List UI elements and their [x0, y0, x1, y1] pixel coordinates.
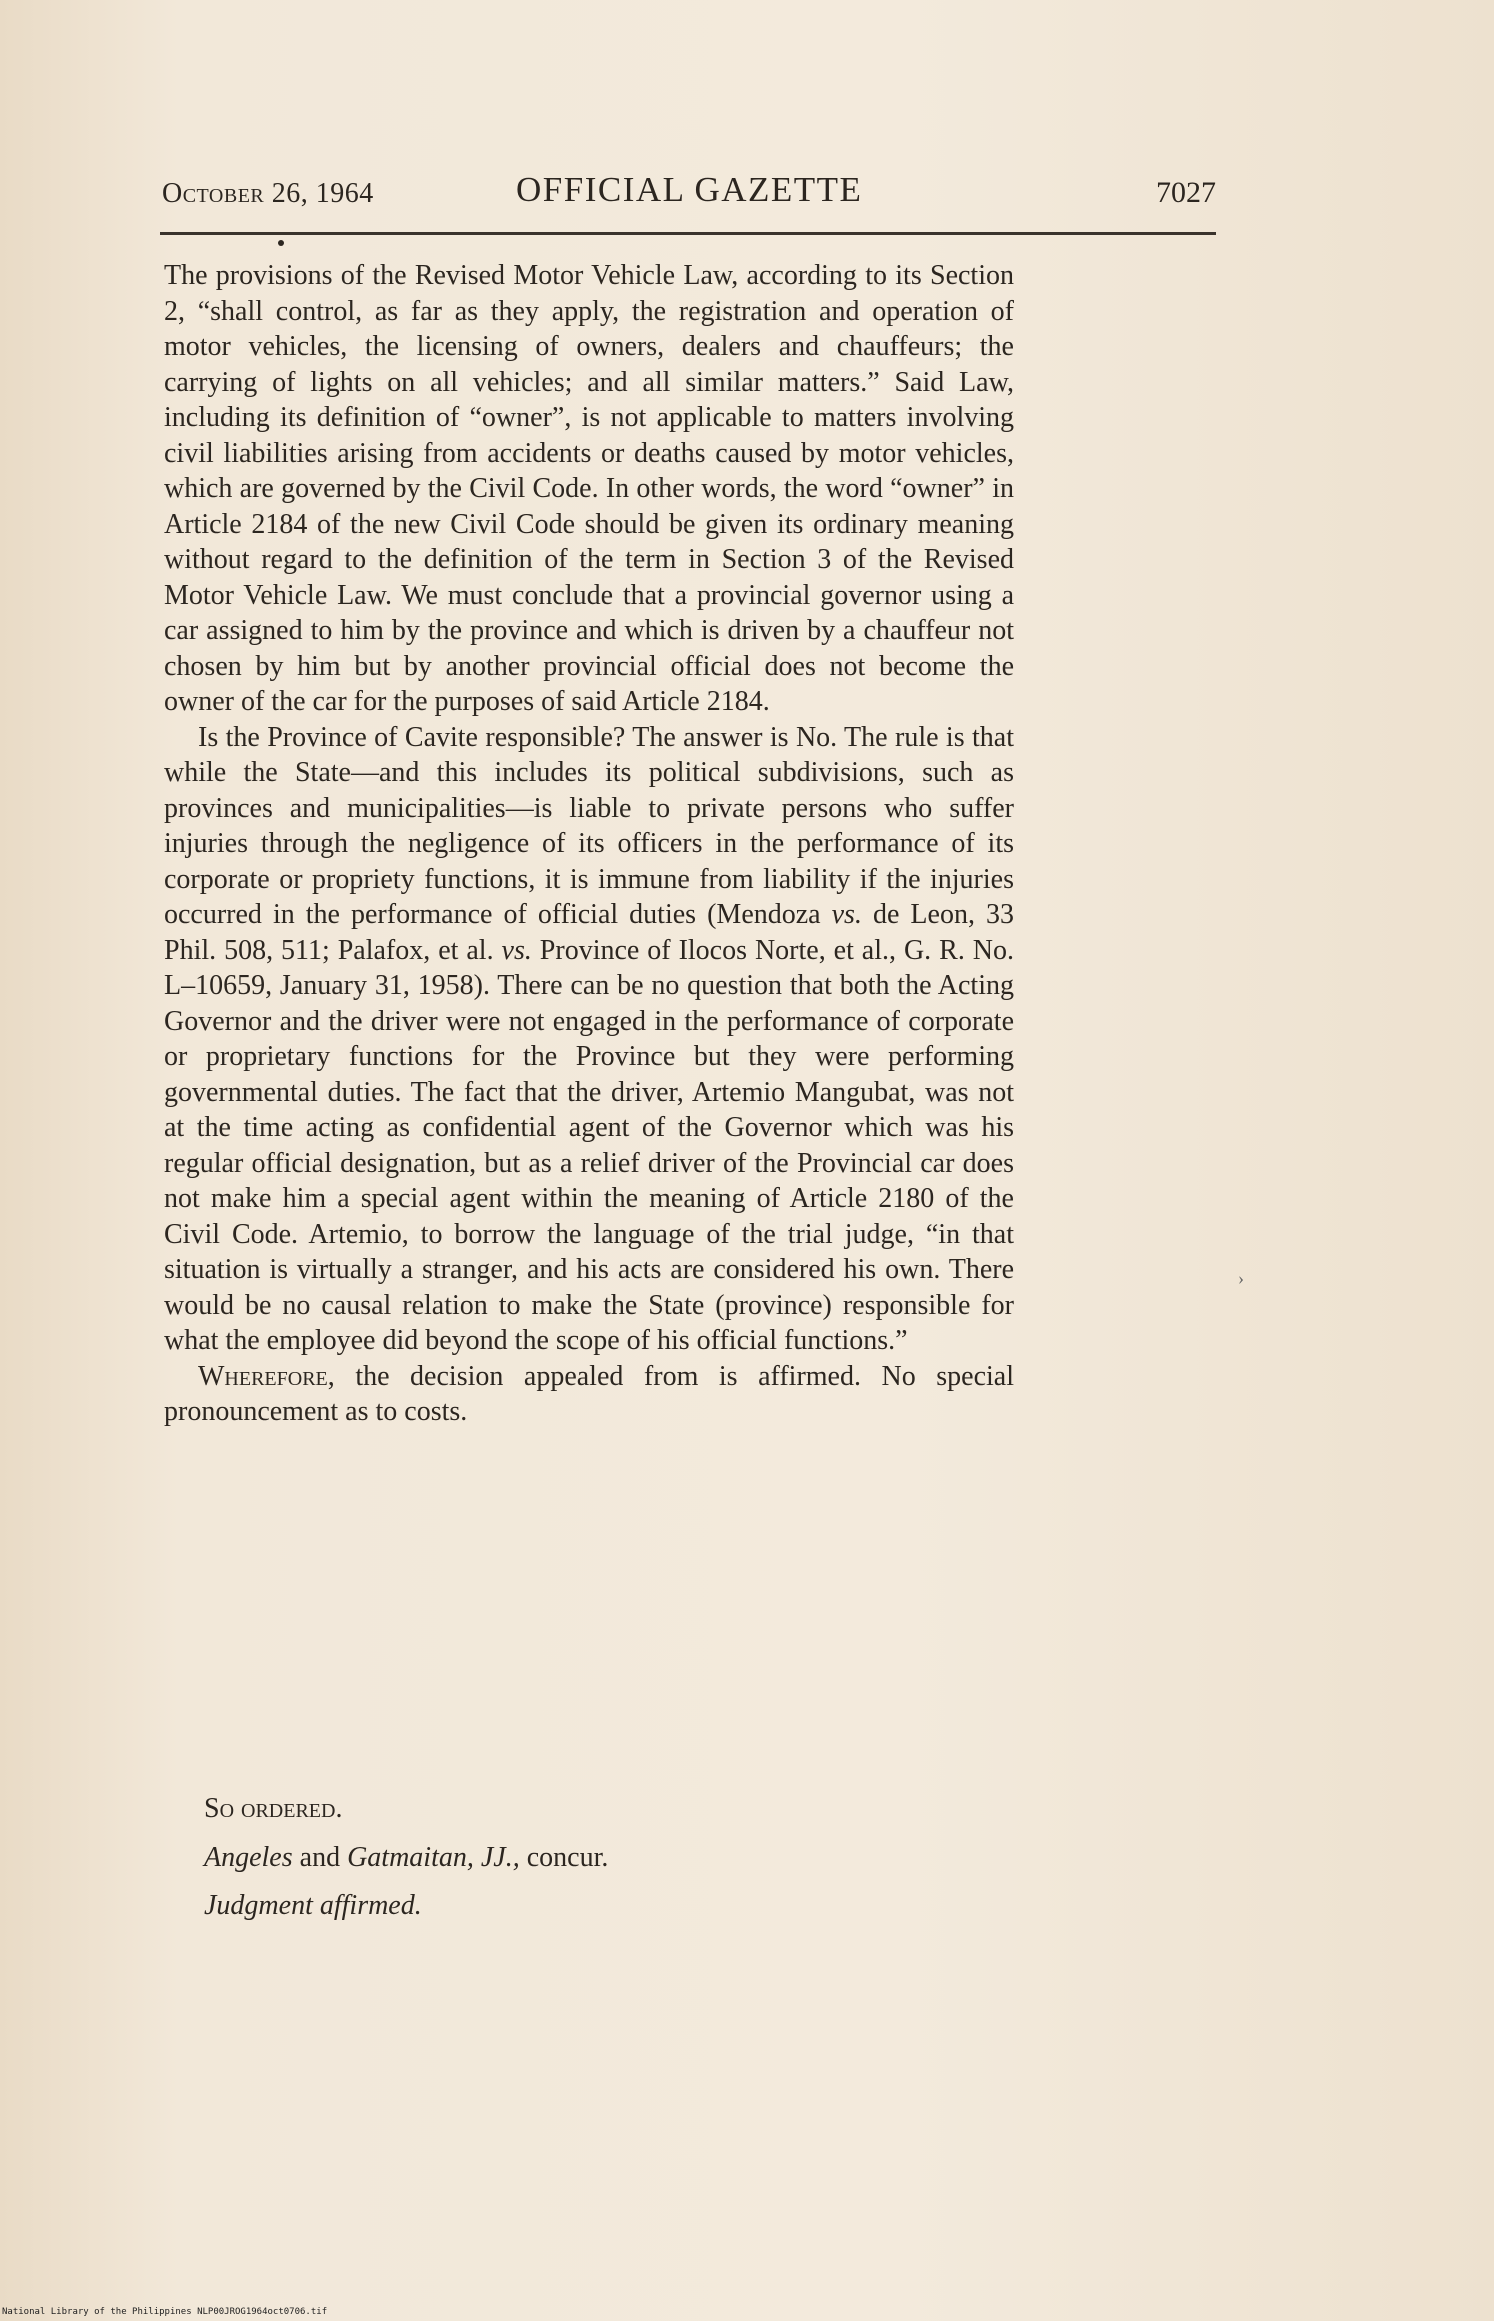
paragraph-1: The provisions of the Revised Motor Vehicle Law, according to its Section 2, “shall control, as far as they apply, the registration and operation of motor vehicles, the licensing of owners, dealers and chauffeurs; the carrying of lights on all vehicles; and all similar matters.” Said Law, including its definition of “owner”, is not applicable to matters involving civil liabilities arising from accidents or deaths caused by motor vehicles, which are governed by the Civil Code. In other words, the word “owner” in Article 2184 of the new Civil Code should be given its ordinary meaning without regard to the definition of the term in Section 3 of the Revised Motor Vehicle Law. We must conclude that a provincial governor using a car assigned to him by the province and which is driven by a chauffeur not chosen by him but by another provincial official does not become the owner of the car for the purposes of said Article 2184. — [164, 260, 1014, 717]
so-ordered-text: So ordered. — [204, 1793, 343, 1824]
header-rule — [160, 232, 1216, 235]
header-date: October 26, 1964 — [162, 178, 374, 209]
paragraph-3 — [164, 1359, 1014, 1430]
judge-gatmaitan: Gatmaitan, JJ., — [347, 1842, 520, 1873]
judgment-line — [204, 1890, 1004, 1922]
versus-1: vs. — [831, 899, 862, 930]
judge-angeles: Angeles — [204, 1842, 293, 1873]
versus-2: vs. — [501, 934, 532, 966]
judgment-affirmed: Judgment affirmed. — [204, 1890, 422, 1921]
header-title: OFFICIAL GAZETTE — [516, 170, 863, 209]
page-header — [162, 170, 1216, 220]
and-word: and — [292, 1842, 348, 1873]
concurrence-line — [204, 1842, 1004, 1874]
margin-mark: › — [1238, 1268, 1244, 1288]
scan-footer: National Library of the Philippines NLP00JROG1964oct0706.tif — [2, 2307, 328, 2317]
so-ordered — [204, 1793, 1004, 1825]
paragraph-2-part-a: Is the Province of Cavite responsible? The answer is No. The rule is that while the State—and this includes its political subdivisions, such as provinces and municipalities—is liable to private persons who suffer injuries through the negligence of its officers in the performance of its corporate or propriety functions, it is immune from liability if the injuries occurred in the performance of official duties (Mendoza — [164, 721, 1014, 930]
header-page-number: 7027 — [1156, 176, 1216, 209]
paragraph-2-part-c: Province of Ilocos Norte, et al., G. R. No. L–10659, January 31, 1958). There can be no question that both the Acting Governor and the driver were not engaged in the performance of corporate or proprietary functions for the Province but they were performing governmental duties. The fact that the driver, Artemio Mangubat, was not at the time acting as confidential agent of the Governor which was his regular official designation, but as a relief driver of the Provincial car does not make him a special agent within the meaning of Article 2180 of the Civil Code. Artemio, to borrow the language of the trial judge, “in that situation is virtually a stranger, and his acts are considered his own. There would be no causal relation to make the State (province) responsible for what the employee did beyond the scope of his official functions.” — [164, 934, 1014, 1356]
concur-word: concur. — [519, 1842, 609, 1873]
paragraph-3-rest: , the decision appealed from is affirmed. No special pronouncement as to costs. — [164, 1360, 1014, 1427]
ink-dot — [278, 240, 284, 246]
wherefore-lead: Wherefore — [198, 1360, 328, 1392]
paragraph-2 — [164, 720, 1014, 1359]
paragraph-2-part-b: de Leon, 33 Phil. 508, 511; Palafox, et al. — [164, 899, 1014, 966]
body-text — [164, 258, 1014, 1430]
